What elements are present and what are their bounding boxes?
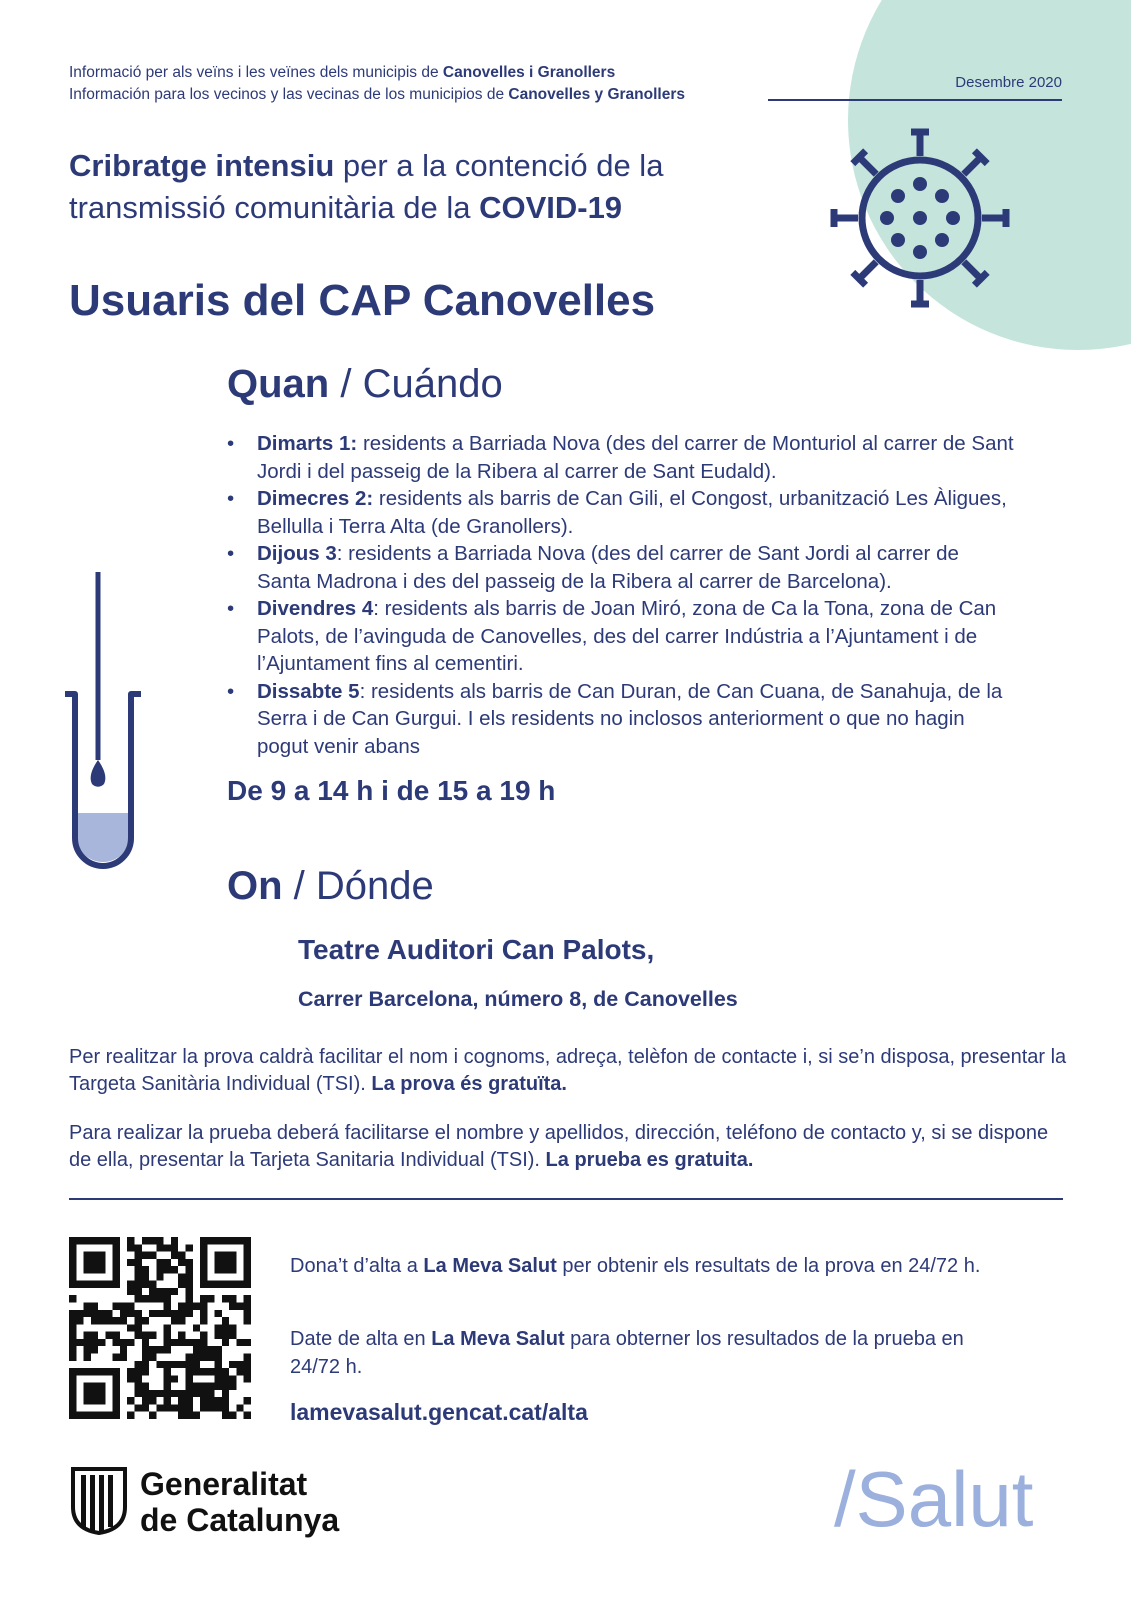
- schedule-item: • Dimecres 2: residents als barris de Can Gili, el Congost, urbanització Les Àligues, Bellulla i Terra Alta (de Granollers).: [227, 487, 1007, 538]
- generalitat-name: Generalitat de Catalunya: [140, 1466, 340, 1538]
- schedule-list: [227, 430, 1017, 760]
- intro-catalan: Informació per als veïns i les veïnes dels municipis de Canovelles i Granollers: [69, 64, 616, 81]
- registration-text-catalan: Dona’t d’alta a La Meva Salut per obtenir els resultats de la prova en 24/72 h.: [290, 1255, 981, 1277]
- users-title: Usuaris del CAP Canovelles: [69, 276, 656, 325]
- schedule-item: • Divendres 4: residents als barris de Joan Miró, zona de Ca la Tona, zona de Can Palots, de l’avinguda de Canovelles, des del carrer Indústria a l’Ajuntament i de l’Ajuntament fins al cementiri.: [227, 597, 997, 675]
- schedule-item: • Dijous 3: residents a Barriada Nova (des del carrer de Sant Jordi al carrer de Santa Madrona i des del passeig de la Ribera al carrer de Barcelona).: [227, 542, 959, 593]
- registration-link[interactable]: lamevasalut.gencat.cat/alta: [290, 1399, 588, 1425]
- opening-hours: De 9 a 14 h i de 15 a 19 h: [227, 775, 556, 806]
- schedule-item: • Dimarts 1: residents a Barriada Nova (des del carrer de Monturiol al carrer de Sant Jordi i del passeig de la Ribera al carrer de Sant Eudald).: [227, 432, 1014, 483]
- bullet-icon: •: [227, 597, 235, 620]
- bullet-icon: •: [227, 542, 235, 565]
- registration-text-spanish: Date de alta en La Meva Salut para obterner los resultados de la prueba en 24/72 h.: [290, 1328, 964, 1378]
- section-divider: [69, 1198, 1063, 1200]
- venue-name: Teatre Auditori Can Palots,: [298, 934, 655, 965]
- intro-spanish: Información para los vecinos y las vecinas de los municipios de Canovelles y Granollers: [69, 86, 685, 103]
- schedule-item: • Dissabte 5: residents als barris de Can Duran, de Can Cuana, de Sanahuja, de la Serra i de Can Gurgui. I els residents no inclosos anteriorment o que no hagin pogut venir abans: [227, 679, 1003, 758]
- main-heading: Cribratge intensiu per a la contenció de la transmissió comunitària de la COVID-19: [69, 148, 664, 225]
- bullet-icon: •: [227, 432, 235, 455]
- salut-brand: /Salut: [834, 1455, 1034, 1543]
- info-paragraph-spanish: Para realizar la prueba deberá facilitarse el nombre y apellidos, dirección, teléfono de contacto y, si se dispone de ella, presentar la Tarjeta Sanitaria Individual (TSI). La prueba es gratuita.: [69, 1122, 1049, 1171]
- intro-text: [69, 62, 749, 106]
- qr-code-icon[interactable]: [69, 1237, 251, 1419]
- where-title: On / Dónde: [227, 864, 434, 908]
- test-tube-icon: [58, 570, 148, 920]
- date-divider: [768, 99, 1062, 101]
- bullet-icon: •: [227, 487, 235, 510]
- when-title: Quan / Cuándo: [227, 362, 503, 406]
- virus-icon: [820, 118, 1020, 318]
- generalitat-logo-icon: [69, 1467, 129, 1535]
- info-paragraph-catalan: Per realitzar la prova caldrà facilitar el nom i cognoms, adreça, telèfon de contacte i, si se’n disposa, presentar la Targeta Sanitària Individual (TSI). La prova és gratuïta.: [69, 1046, 1067, 1095]
- date-label: Desembre 2020: [955, 74, 1062, 91]
- bullet-icon: •: [227, 679, 235, 703]
- venue-address: Carrer Barcelona, número 8, de Canovelles: [298, 987, 738, 1011]
